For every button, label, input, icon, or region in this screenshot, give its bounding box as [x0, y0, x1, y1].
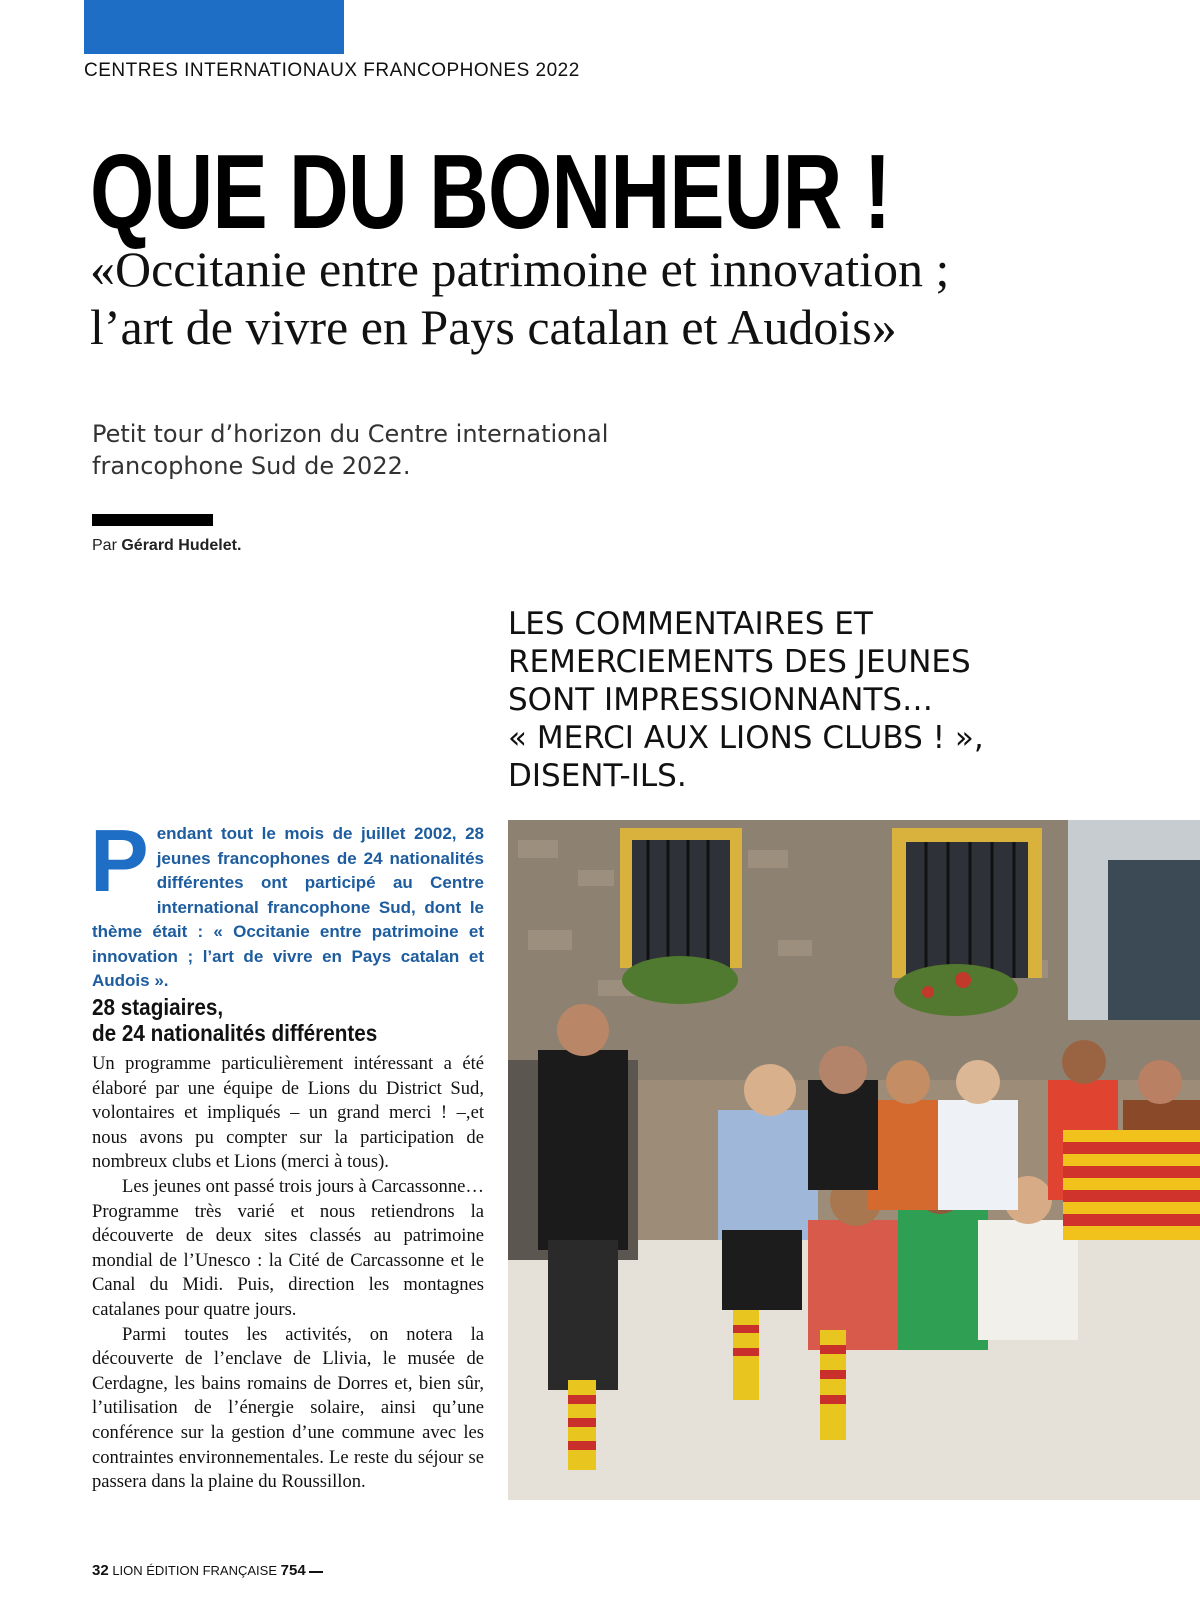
intro-text: endant tout le mois de juillet 2002, 28 jeunes francophones de 24 nationalités différentes ont participé au Centre international francophone Sud, dont le thème était : « Occitanie entre patrimoine et innovation ; l’art de vivre en Pays catalan et Audois ».: [92, 824, 484, 990]
byline-prefix: Par: [92, 537, 117, 554]
header-color-tab: [84, 0, 344, 54]
article-body: [92, 1052, 484, 1495]
section-rubric: CENTRES INTERNATIONAUX FRANCOPHONES 2022: [84, 60, 580, 81]
article-title: QUE DU BONHEUR !: [90, 133, 891, 251]
section-heading-line: 28 stagiaires,: [92, 994, 224, 1020]
subtitle-line: «Occitanie entre patrimoine et innovation ;: [90, 241, 950, 297]
body-paragraph: Les jeunes ont passé trois jours à Carcassonne… Programme très varié et nous retiendrons la découverte de deux sites classés au patrimoine mondial de l’Unesco : la Cité de Carcassonne et le Canal du Midi. Puis, direction les montagnes catalanes pour quatre jours.: [92, 1175, 484, 1320]
article-lead: Petit tour d’horizon du Centre international francophone Sud de 2022.: [92, 420, 609, 480]
page-number: 32: [92, 1562, 109, 1579]
body-paragraph: Un programme particulièrement intéressant a été élaboré par une équipe de Lions du District Sud, volontaires et impliqués – un grand merci ! –,et nous avons pu compter sur la participation de nombreux clubs et Lions (merci à tous).: [92, 1053, 484, 1173]
issue-number: 754: [280, 1562, 306, 1579]
pull-quote: LES COMMENTAIRES ET REMERCIEMENTS DES JEUNES SONT IMPRESSIONNANTS… « MERCI AUX LIONS CLUBS ! », DISENT-ILS.: [508, 606, 984, 794]
page-footer: [92, 1562, 323, 1579]
footer-dash: [309, 1571, 323, 1573]
group-photo: [508, 820, 1200, 1500]
section-heading: [92, 994, 452, 1046]
article-subtitle: [90, 240, 1170, 356]
section-heading-line: de 24 nationalités différentes: [92, 1020, 378, 1046]
subtitle-line: l’art de vivre en Pays catalan et Audois»: [90, 299, 897, 355]
divider-bar: [92, 514, 213, 526]
magazine-name: LION ÉDITION FRANÇAISE: [112, 1563, 278, 1578]
body-paragraph: Parmi toutes les activités, on notera la découverte de l’enclave de Llivia, le musée de Cerdagne, les bains romains de Dorres et, bien sûr, l’utilisation de l’énergie solaire, ainsi qu’une conférence sur la gestion d’une commune avec les contraintes environnementales. Le reste du séjour se passera dans la plaine du Roussillon.: [92, 1323, 484, 1493]
byline: [92, 537, 241, 555]
intro-paragraph: [90, 811, 484, 994]
byline-author: Gérard Hudelet.: [121, 537, 242, 554]
drop-cap: P: [90, 811, 149, 910]
